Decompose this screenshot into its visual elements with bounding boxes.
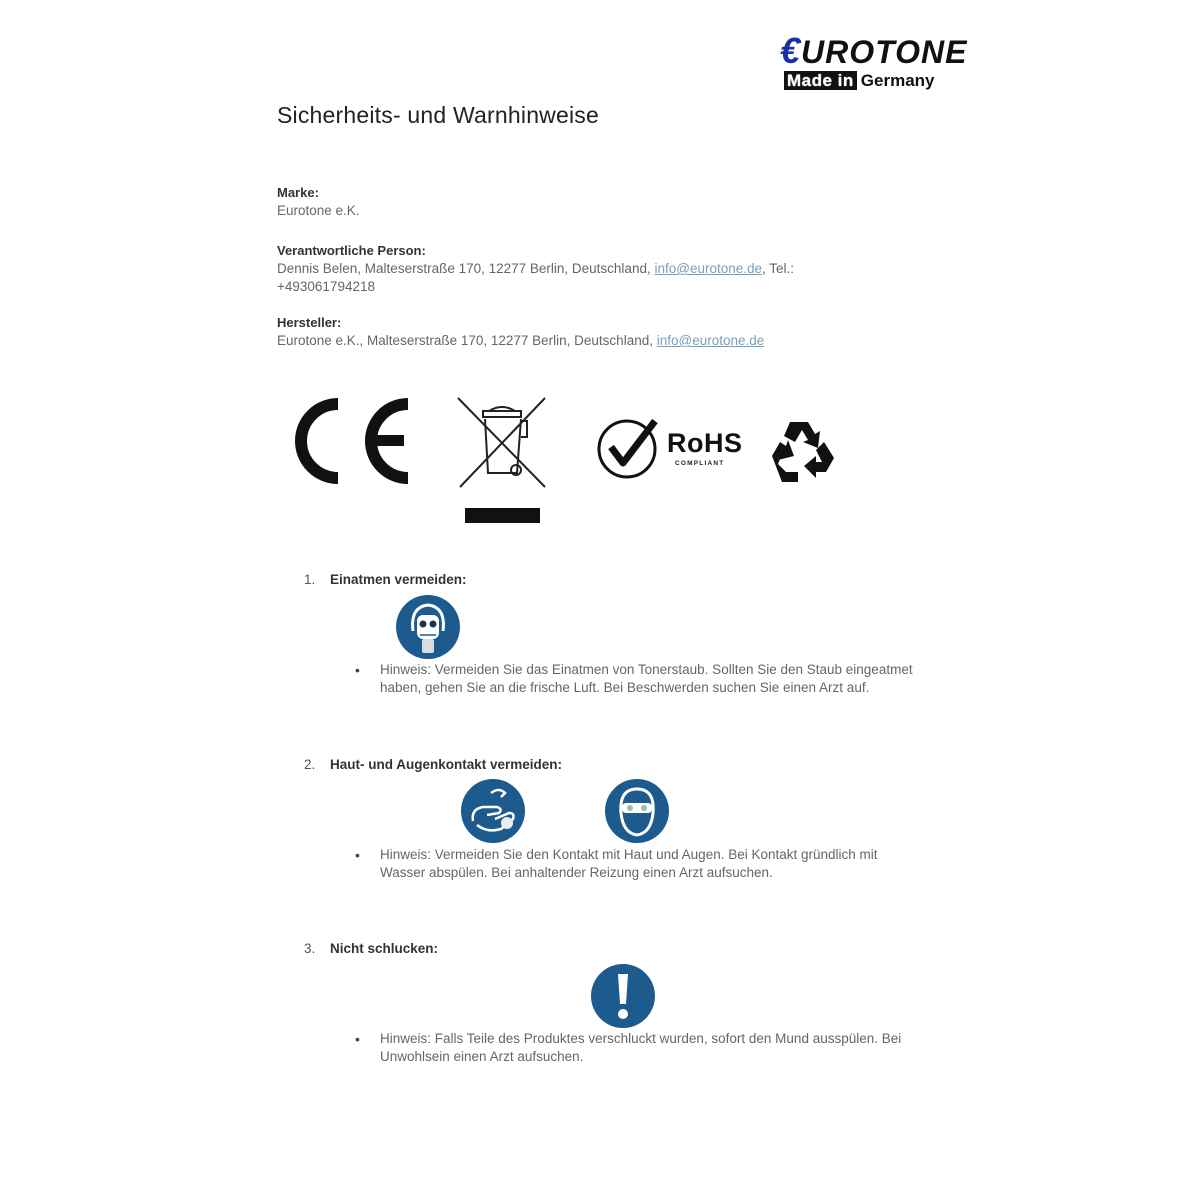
section-2-number: 2. bbox=[304, 757, 316, 772]
section-3-title: Nicht schlucken: bbox=[330, 941, 439, 956]
marke-block bbox=[277, 184, 917, 220]
respirator-mask-icon bbox=[396, 595, 460, 659]
safety-goggles-icon bbox=[605, 779, 669, 843]
hersteller-block bbox=[277, 314, 917, 350]
section-2-title: Haut- und Augenkontakt vermeiden: bbox=[330, 757, 563, 772]
bullet-dot: • bbox=[355, 662, 360, 678]
wash-hands-icon bbox=[461, 779, 525, 843]
euro-symbol-icon: € bbox=[780, 30, 802, 71]
weee-crossed-bin-icon bbox=[455, 395, 550, 527]
section-3-note: Hinweis: Falls Teile des Produktes verschluckt wurden, sofort den Mund ausspülen. Bei Unwohlsein einen Arzt aufsuchen. bbox=[380, 1031, 902, 1064]
logo-brand bbox=[780, 30, 1010, 71]
exclamation-warning-icon bbox=[591, 964, 655, 1028]
logo-country: Germany bbox=[860, 71, 935, 90]
section-1-number: 1. bbox=[304, 572, 316, 587]
section-2-note: Hinweis: Vermeiden Sie den Kontakt mit Haut und Augen. Bei Kontakt gründlich mit Wasser abspülen. Bei anhaltender Reizung einen Arzt aufsuchen. bbox=[380, 847, 878, 880]
phone-number: +493061794218 bbox=[277, 279, 375, 294]
verantwortliche-block bbox=[277, 242, 917, 296]
section-1-heading bbox=[304, 572, 467, 587]
bullet-dot: • bbox=[355, 847, 360, 863]
rohs-sub-label: COMPLIANT bbox=[675, 460, 725, 467]
page-title: Sicherheits- und Warnhinweise bbox=[277, 102, 599, 128]
hersteller-value bbox=[277, 332, 917, 350]
section-2-heading bbox=[304, 757, 562, 772]
marke-label: Marke: bbox=[277, 185, 319, 200]
section-3-heading bbox=[304, 941, 438, 956]
verantwortliche-email-link[interactable]: info@eurotone.de bbox=[654, 261, 763, 276]
section-1-title: Einatmen vermeiden: bbox=[330, 572, 467, 587]
marke-value: Eurotone e.K. bbox=[277, 203, 360, 218]
recycle-icon bbox=[768, 418, 840, 486]
verantwortliche-value bbox=[277, 260, 917, 296]
hersteller-email-link[interactable]: info@eurotone.de bbox=[656, 333, 765, 348]
section-3-number: 3. bbox=[304, 941, 316, 956]
hersteller-label: Hersteller: bbox=[277, 315, 342, 330]
checkmark-circle-icon bbox=[595, 415, 665, 481]
bullet-dot: • bbox=[355, 1031, 360, 1047]
eurotone-logo bbox=[780, 30, 1010, 91]
rohs-label: RoHS bbox=[667, 428, 743, 458]
logo-brand-text: UROTONE bbox=[801, 34, 968, 70]
section-1-note: Hinweis: Vermeiden Sie das Einatmen von Tonerstaub. Sollten Sie den Staub eingeatmet haben, gehen Sie an die frische Luft. Bei Beschwerden suchen Sie einen Arzt auf. bbox=[380, 662, 913, 695]
verantwortliche-label: Verantwortliche Person: bbox=[277, 243, 426, 258]
logo-made-in: Made in bbox=[784, 71, 857, 90]
verantwortliche-address: Dennis Belen, Malteserstraße 170, 12277 Berlin, Deutschland, bbox=[277, 261, 655, 276]
ce-mark-icon bbox=[290, 396, 415, 486]
rohs-compliant-icon bbox=[595, 415, 755, 481]
hersteller-address: Eurotone e.K., Malteserstraße 170, 12277 Berlin, Deutschland, bbox=[277, 333, 657, 348]
logo-made-in-germany bbox=[780, 71, 1010, 91]
tel-label: , Tel.: bbox=[762, 261, 795, 276]
